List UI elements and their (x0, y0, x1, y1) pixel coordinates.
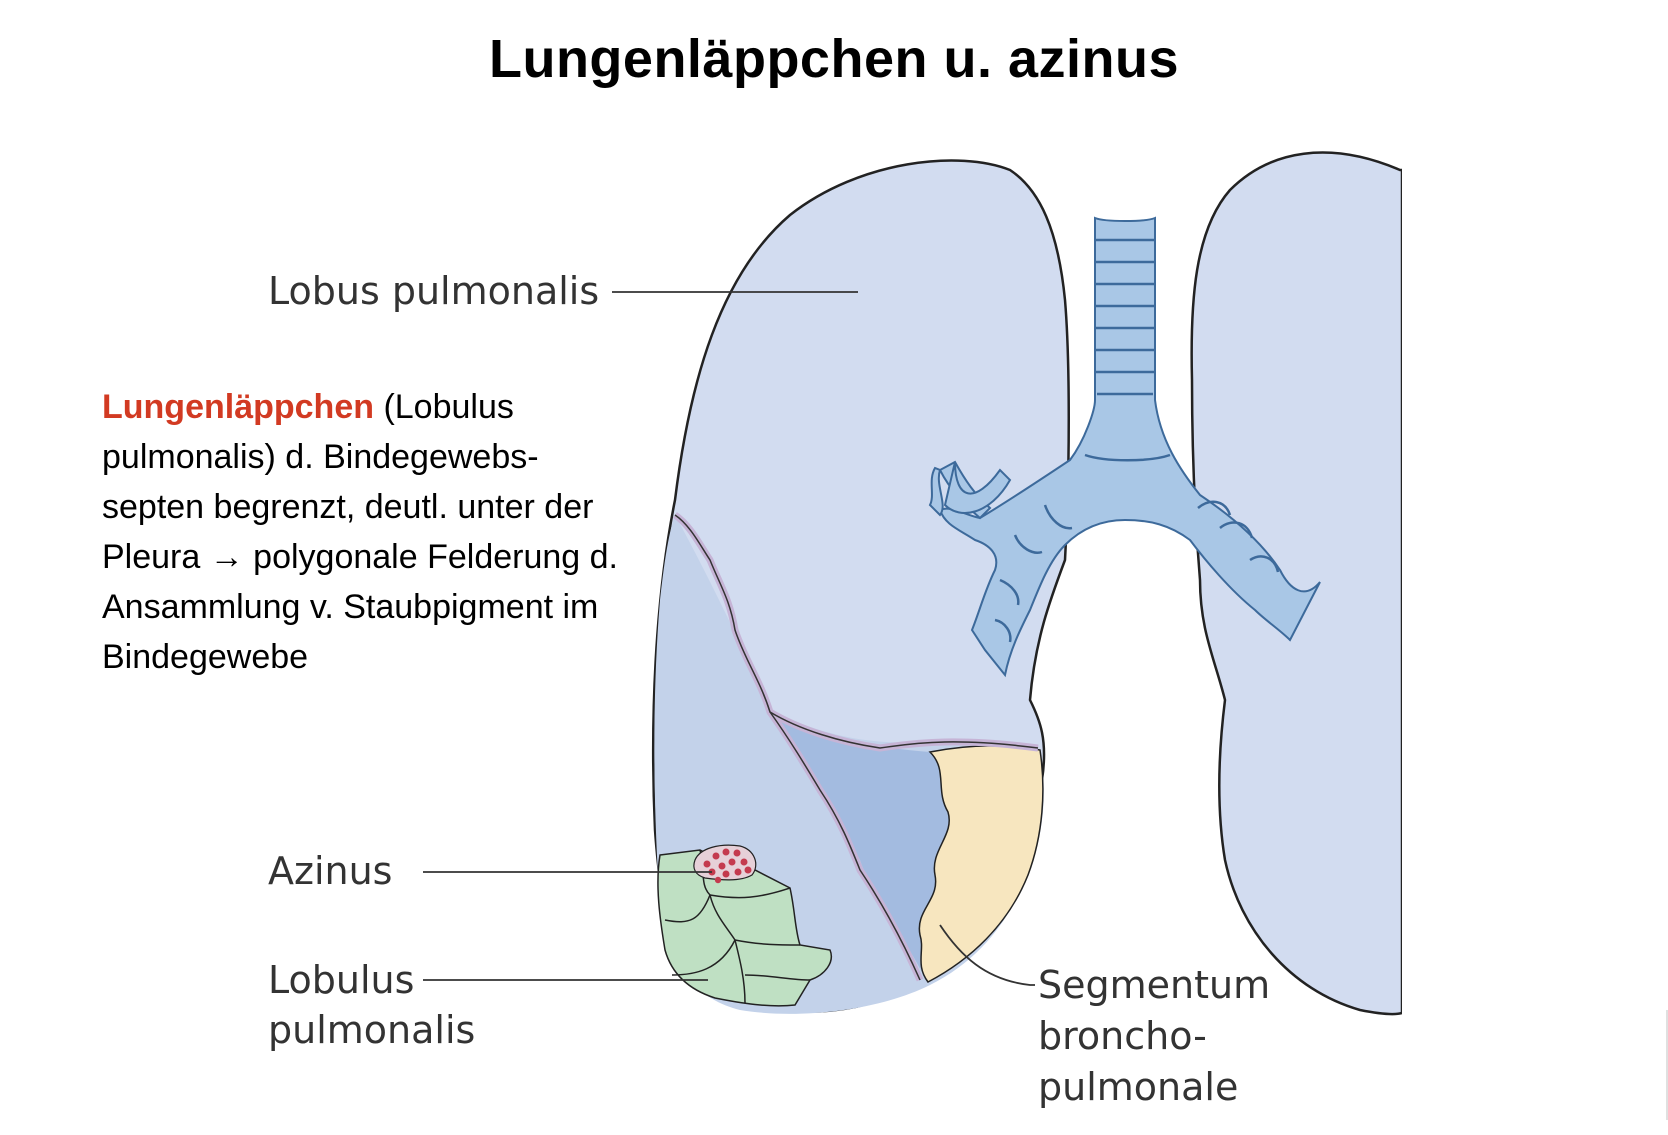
label-segmentum-line1: Segmentum (1038, 963, 1271, 1007)
label-azinus: Azinus (268, 849, 393, 893)
label-lobulus-line1: Lobulus (268, 958, 415, 1002)
right-lung-outline (1192, 153, 1402, 1014)
label-lobulus-line2: pulmonalis (268, 1008, 476, 1052)
label-segmentum-line3: pulmonale (1038, 1065, 1239, 1109)
description-body: (Lobulus pulmonalis) d. Bindegewebs-septen begrenzt, deutl. unter der Pleura → polygonale Felderung d. Ansammlung v. Staubpigment im Bindegewebe (102, 388, 618, 676)
label-segmentum-line2: broncho- (1038, 1014, 1207, 1058)
description-highlight: Lungenläppchen (102, 388, 374, 426)
label-lobus-pulmonalis: Lobus pulmonalis (268, 269, 600, 313)
page-title: Lungenläppchen u. azinus (488, 29, 1180, 89)
acinus-cluster (694, 845, 756, 883)
